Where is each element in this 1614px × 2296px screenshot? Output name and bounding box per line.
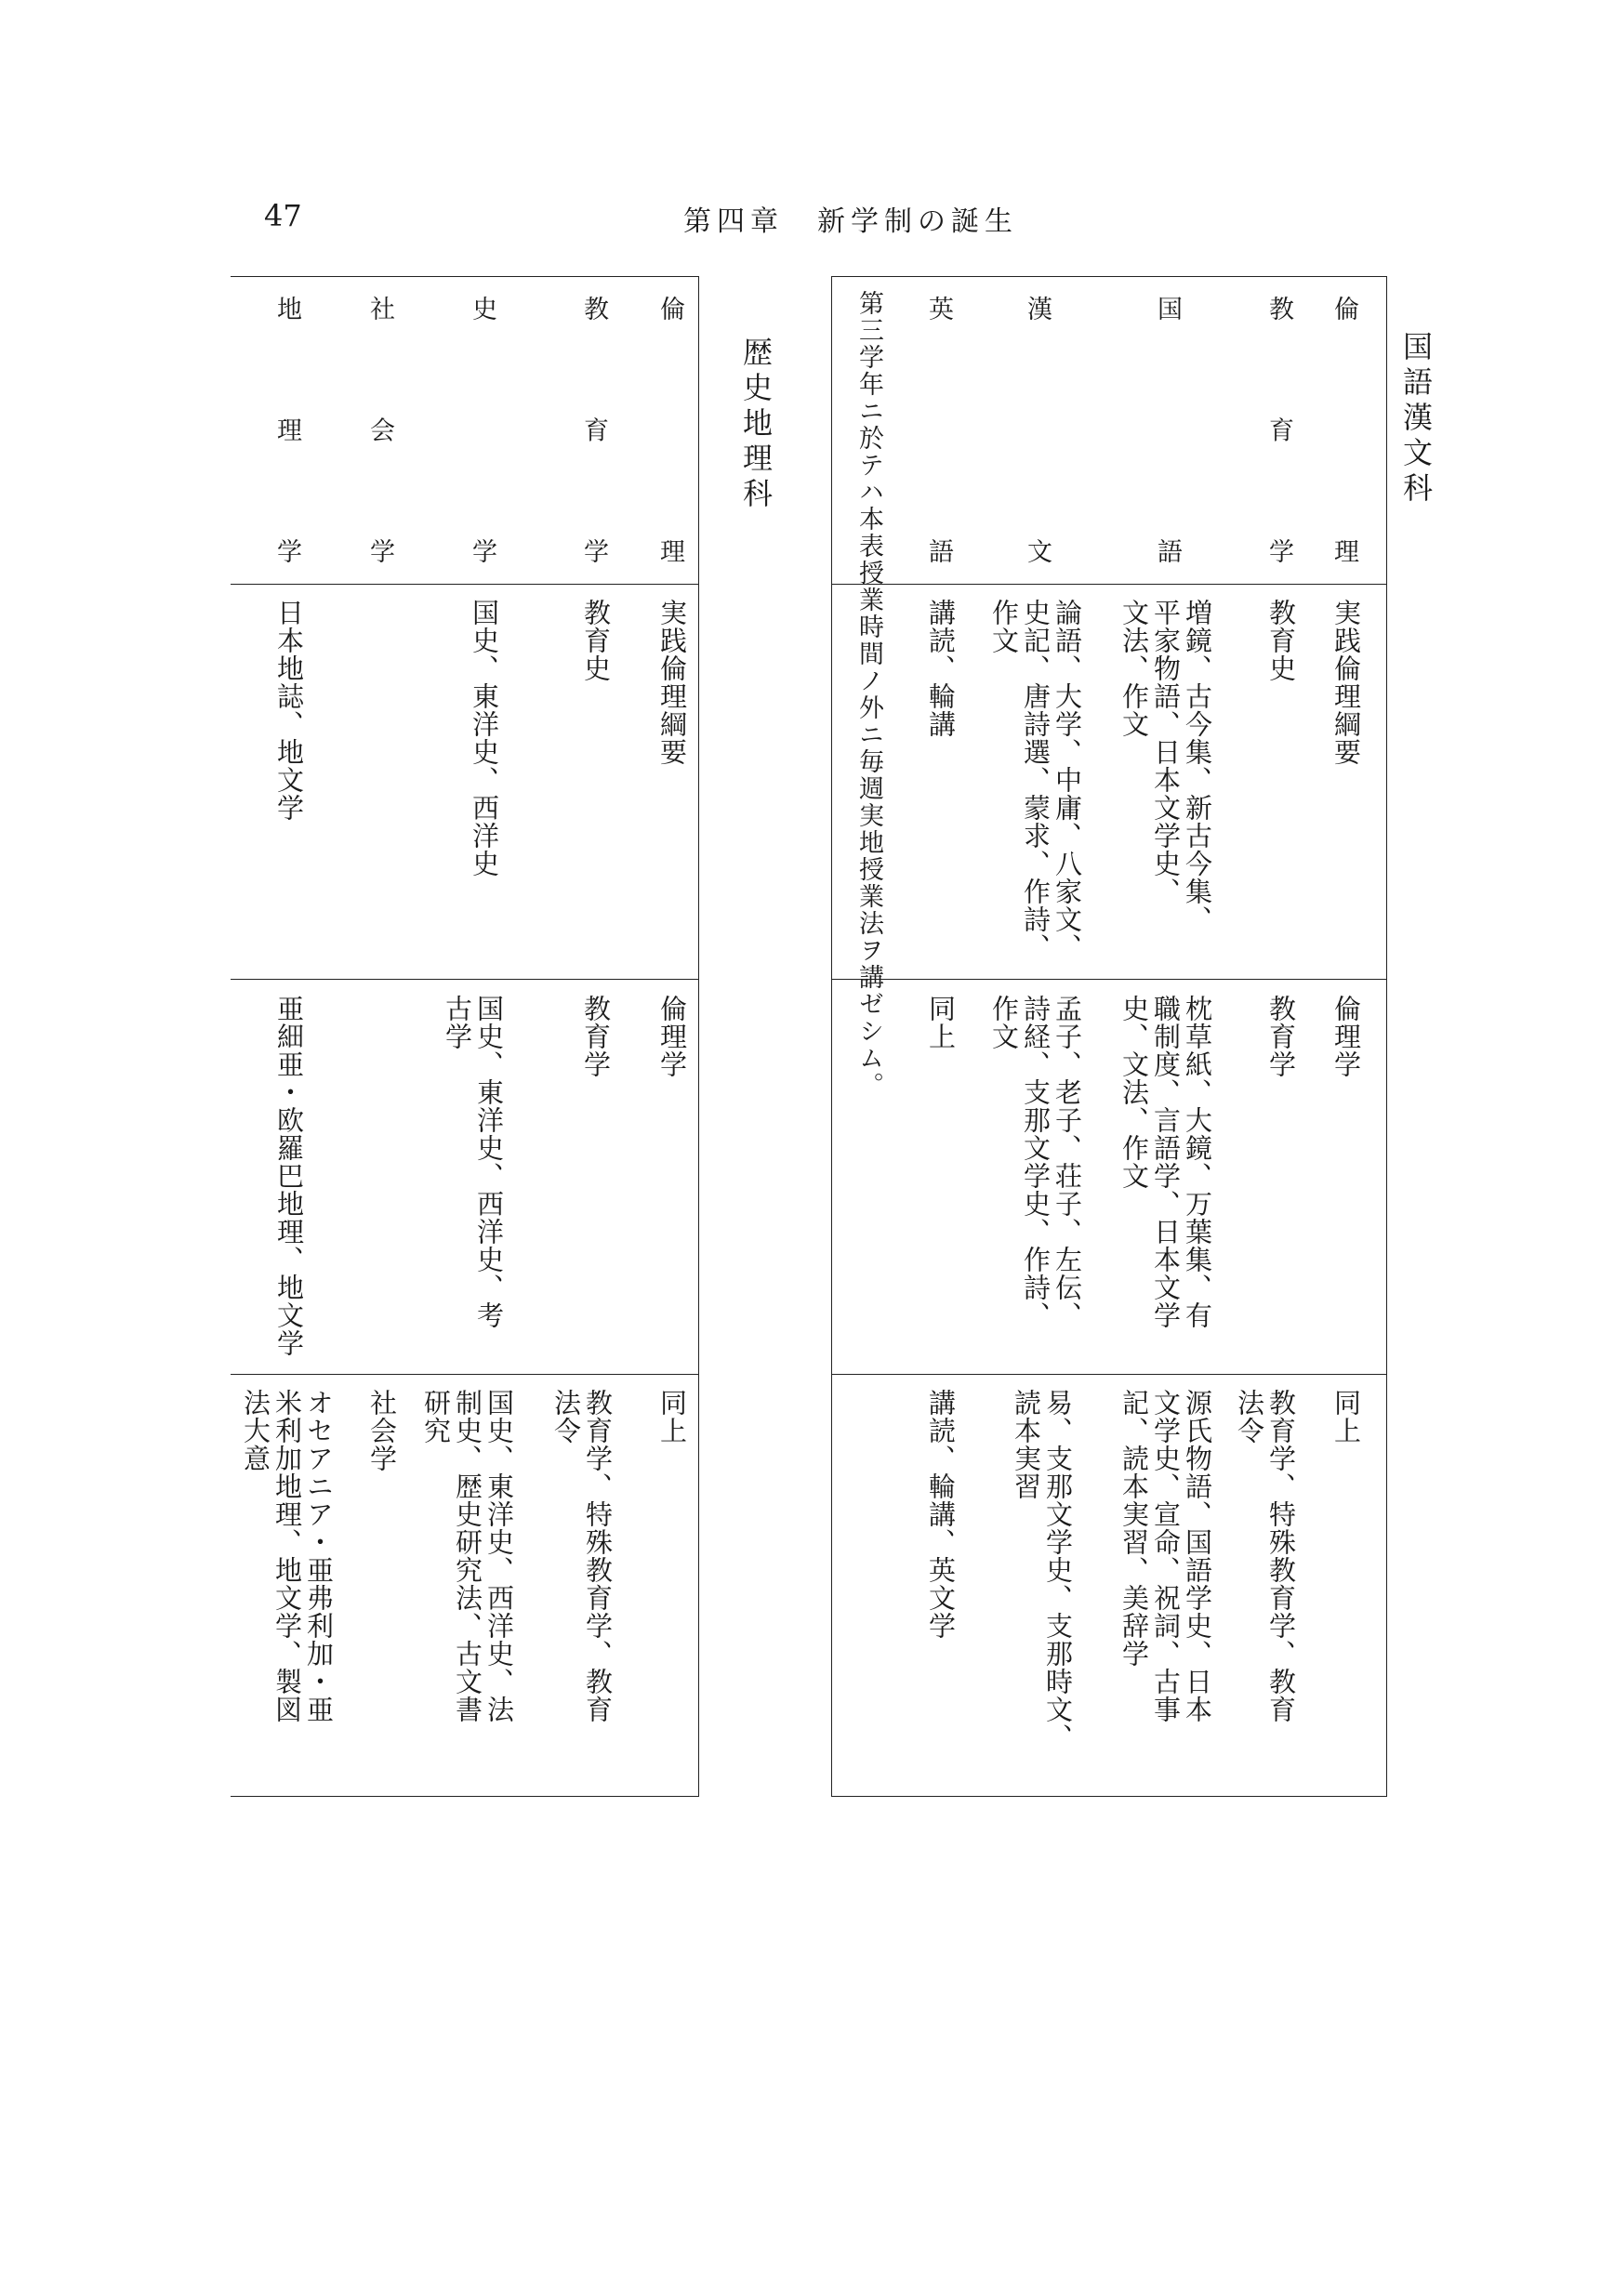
kokugo-y2-eigo: 同上: [925, 995, 957, 1050]
kokugo-y1-kanbun: 論語、大学、中庸、八家文、 史記、唐詩選、蒙求、作詩、 作文: [988, 599, 1083, 961]
kokugo-divider-3: [832, 1374, 1386, 1375]
kokugo-y3-kyoiku: 教育学、特殊教育学、教育 法令: [1234, 1389, 1297, 1723]
kokugo-divider-1: [832, 584, 1386, 585]
rekishi-y1-shigaku: 国史、東洋史、西洋史: [469, 599, 500, 877]
rekishi-y3-chiri: オセアニア・亜弗利加・亜 米利加地理、地文学、製図 法大意: [240, 1389, 335, 1723]
subject-kanbun: 漢文: [1023, 296, 1052, 563]
rekishi-y2-shigaku: 国史、東洋史、西洋史、考 古学: [442, 995, 505, 1329]
subject-rinri-r: 倫理: [655, 296, 684, 563]
kokugo-y3-eigo: 講読、輪講、英文学: [925, 1389, 957, 1640]
kokugo-y1-kyoiku: 教育史: [1265, 599, 1297, 682]
rekishi-divider-3: [231, 1374, 698, 1375]
kokugo-y3-rinri: 同上: [1330, 1389, 1362, 1445]
subject-chirigaku: 地理学: [272, 296, 301, 563]
rekishi-y2-rinri: 倫理学: [656, 995, 688, 1078]
kokugo-y1-kokugo: 増鏡、古今集、新古今集、 平家物語、日本文学史、 文法、作文: [1118, 599, 1213, 933]
kokugo-section-title: 国語漢文科: [1398, 331, 1434, 508]
rekishi-y2-chiri: 亜細亜・欧羅巴地理、地文学: [273, 995, 305, 1357]
subject-shigaku: 史学: [468, 296, 496, 563]
rekishi-y2-kyoiku: 教育学: [580, 995, 612, 1078]
page-number: 47: [264, 198, 302, 233]
kokugo-y2-kyoiku: 教育学: [1265, 995, 1297, 1078]
rekishi-y3-kyoiku: 教育学、特殊教育学、教育 法令: [550, 1389, 614, 1723]
rekishi-table: [231, 276, 699, 1797]
rekishi-y3-rinri: 同上: [656, 1389, 688, 1445]
subject-kyoikugaku-r: 教育学: [579, 296, 608, 563]
kokugo-divider-2: [832, 979, 1386, 980]
subject-rinri: 倫理: [1330, 296, 1358, 563]
kokugo-note: 第三学年ニ於テハ本表授業時間ノ外ニ毎週実地授業法ヲ講ゼシム。: [854, 290, 883, 1099]
rekishi-section-title: 歴史地理科: [738, 336, 774, 513]
rekishi-y3-shakai: 社会学: [366, 1389, 398, 1472]
kokugo-y3-kanbun: 易、支那文学史、支那時文、 読本実習: [1011, 1389, 1074, 1751]
rekishi-y1-chiri: 日本地誌、地文学: [273, 599, 305, 822]
rekishi-y3-shigaku: 国史、東洋史、西洋史、法 制史、歴史研究法、古文書 研究: [420, 1389, 515, 1723]
kokugo-y2-rinri: 倫理学: [1330, 995, 1362, 1078]
kokugo-y2-kokugo: 枕草紙、大鏡、万葉集、有 職制度、言語学、日本文学 史、文法、作文: [1118, 995, 1213, 1329]
rekishi-divider-1: [231, 584, 698, 585]
rekishi-y1-kyoiku: 教育史: [580, 599, 612, 682]
kokugo-y3-kokugo: 源氏物語、国語学史、日本 文学史、宣命、祝詞、古事 記、読本実習、美辞学: [1118, 1389, 1213, 1723]
kokugo-table: [831, 276, 1387, 1797]
subject-eigo: 英語: [924, 296, 953, 563]
kokugo-y1-rinri: 実践倫理綱要: [1330, 599, 1362, 766]
subject-shakaigaku: 社会学: [365, 296, 394, 563]
kokugo-y1-eigo: 講読、輪講: [925, 599, 957, 738]
rekishi-divider-2: [231, 979, 698, 980]
kokugo-y2-kanbun: 孟子、老子、荘子、左伝、 詩経、支那文学史、作詩、 作文: [988, 995, 1083, 1329]
subject-kyoikugaku: 教育学: [1264, 296, 1293, 563]
rekishi-y1-rinri: 実践倫理綱要: [656, 599, 688, 766]
subject-kokugo: 国語: [1153, 296, 1182, 563]
chapter-title: 第四章 新学制の誕生: [683, 205, 1018, 238]
